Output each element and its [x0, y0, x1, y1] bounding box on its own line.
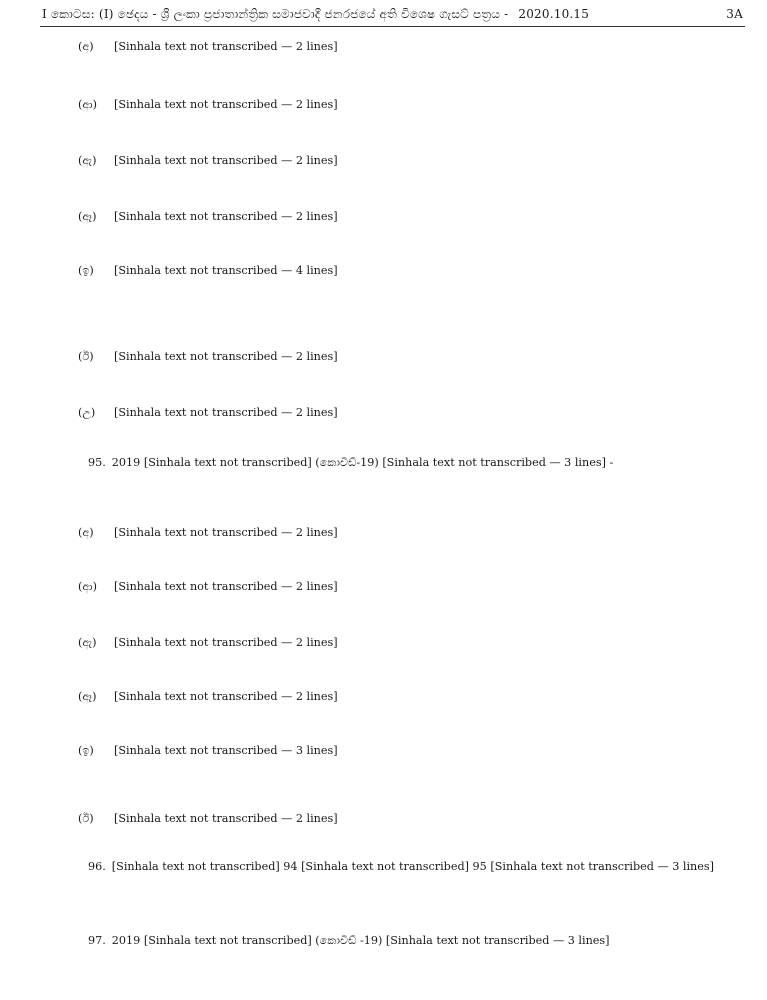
- list-item: [78, 522, 743, 566]
- list-text: [Sinhala text not transcribed — 2 lines]: [114, 40, 338, 53]
- header-date: 2020.10.15: [518, 7, 590, 21]
- list-marker: (ඉ): [78, 264, 94, 277]
- list-item: [78, 346, 743, 390]
- list-text: [Sinhala text not transcribed — 3 lines]: [114, 744, 338, 757]
- section-number: 95.: [88, 456, 106, 469]
- list-item: [78, 150, 743, 194]
- list-item: [78, 686, 743, 730]
- list-text: [Sinhala text not transcribed — 4 lines]: [114, 264, 338, 277]
- list-text: [Sinhala text not transcribed — 2 lines]: [114, 406, 338, 419]
- list-item: [78, 206, 743, 250]
- list-marker: (උ): [78, 406, 96, 419]
- section-97-paragraph: [42, 930, 743, 996]
- list-marker: (ඊ): [78, 350, 94, 363]
- list-marker: (ආ): [78, 580, 98, 593]
- list-item: [78, 632, 743, 676]
- section-number: 97.: [88, 934, 106, 947]
- section-text: [Sinhala text not transcribed] 94 [Sinhala text not transcribed] 95 [Sinhala text not transcribed — 3 lines]: [111, 860, 714, 873]
- section-95-paragraph: [42, 452, 743, 518]
- list-marker: (ඉ): [78, 744, 94, 757]
- section-number: 96.: [88, 860, 106, 873]
- header-rule: [40, 26, 745, 27]
- list-text: [Sinhala text not transcribed — 2 lines]: [114, 690, 338, 703]
- list-text: [Sinhala text not transcribed — 2 lines]: [114, 636, 338, 649]
- list-marker: (ඊ): [78, 812, 94, 825]
- list-marker: (අ): [78, 40, 94, 53]
- list-marker: (ආ): [78, 98, 98, 111]
- list-text: [Sinhala text not transcribed — 2 lines]: [114, 154, 338, 167]
- list-marker: (ඈ): [78, 210, 97, 223]
- header-page-number: 3A: [726, 7, 743, 21]
- list-text: [Sinhala text not transcribed — 2 lines]: [114, 98, 338, 111]
- section-96-paragraph: [42, 856, 743, 922]
- list-text: [Sinhala text not transcribed — 2 lines]: [114, 580, 338, 593]
- list-marker: (ඇ): [78, 636, 97, 649]
- header-part-title: I කොටස: (I) ඡෙදය - ශ්‍රී ලංකා ප්‍රජාතාන්ත්‍රික සමාජවාදී ජනරජයේ අති විශෙෂ ගැසට් පත්‍රය -: [42, 6, 509, 21]
- page-header: [42, 4, 743, 24]
- list-item: [78, 808, 743, 852]
- list-text: [Sinhala text not transcribed — 2 lines]: [114, 526, 338, 539]
- list-marker: (ඇ): [78, 154, 97, 167]
- list-item: [78, 740, 743, 806]
- list-item: [78, 94, 743, 138]
- list-marker: (අ): [78, 526, 94, 539]
- list-item: [78, 402, 743, 446]
- section-text: 2019 [Sinhala text not transcribed] (කොවිඩ්-19) [Sinhala text not transcribed — 3 lines] -: [111, 456, 614, 469]
- list-item: [78, 36, 743, 80]
- list-item: [78, 576, 743, 620]
- list-item: [78, 260, 743, 348]
- list-marker: (ඈ): [78, 690, 97, 703]
- section-text: 2019 [Sinhala text not transcribed] (කොවිඩ් -19) [Sinhala text not transcribed — 3 lines]: [111, 934, 610, 947]
- list-text: [Sinhala text not transcribed — 2 lines]: [114, 350, 338, 363]
- list-text: [Sinhala text not transcribed — 2 lines]: [114, 812, 338, 825]
- list-text: [Sinhala text not transcribed — 2 lines]: [114, 210, 338, 223]
